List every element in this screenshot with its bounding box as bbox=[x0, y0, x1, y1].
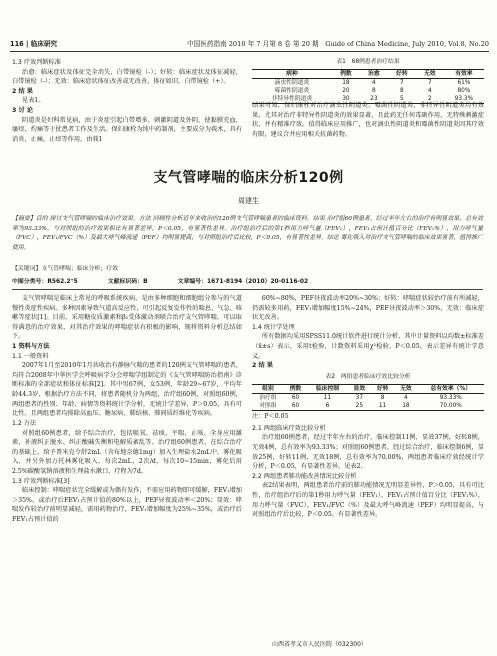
body-left-column bbox=[12, 294, 242, 640]
paragraph: 临床控制：哮喘症状完全缓解或为偶有发作，不需应用药物即可缓解，FEV₁增加＞35%，或治疗后FEV₁占预计值的80%以上，PEF昼夜波动率＜20%；显效：哮喘发作较治疗前明显减轻，需用药物治疗，FEV₁增加幅度为25%~35%，或治疗后FEV₁占预计值的 bbox=[12, 487, 242, 524]
table1-cell: 30 bbox=[342, 96, 350, 103]
table2-cell: 60 bbox=[291, 394, 300, 401]
table2-header-cell: 临床控制 bbox=[315, 385, 340, 392]
abstract-divider bbox=[12, 289, 483, 290]
doc-code: 文献标识码：B bbox=[107, 279, 148, 285]
paragraph: 所有数据均采用SPSS11.0统计软件进行统计分析，其中计量资料以均数±标准差（x̄±s）表示，采用t检验，计数资料采用χ²检验，P＜0.05，表示差异有统计学意义。 bbox=[252, 333, 484, 360]
table2-cell: 治疗组 bbox=[259, 394, 277, 401]
table1-header-cell: 治愈 bbox=[368, 70, 380, 77]
section-heading: 2 结 果 bbox=[252, 362, 273, 370]
table2-cell: 对照组 bbox=[259, 403, 277, 410]
subsection-heading: 1.4 统计学处理 bbox=[252, 323, 295, 331]
table1-header-cell: 病种 bbox=[286, 70, 298, 77]
table1-cell: 霉菌性阴道炎 bbox=[274, 88, 310, 95]
subsection-heading: 2.2 两组患者肺功能改善情况比较分析 bbox=[252, 472, 357, 480]
table2-row bbox=[252, 402, 484, 411]
clc-number: 中图分类号：R562.2⁺5 bbox=[12, 279, 78, 285]
table1-block bbox=[252, 58, 484, 104]
subsection-heading: 1.2 方法 bbox=[12, 419, 37, 427]
article-title: 支气管哮喘的临床分析120例 bbox=[153, 170, 344, 186]
table1-cell: 2 bbox=[427, 96, 432, 103]
table2-title: 表2 两组患者临床疗效比较分析 bbox=[325, 373, 411, 380]
table1-cell: 80% bbox=[457, 88, 471, 95]
running-header bbox=[10, 40, 489, 52]
body-right-column bbox=[252, 294, 484, 634]
table2-cell: 25 bbox=[355, 403, 364, 410]
table1-cell: 61% bbox=[457, 80, 471, 87]
paragraph: 2007年1月至2010年1月共收治有静脉气喘的患者的120例支气管哮喘的患者，均符合2008年中华医学会呼吸病学分会哮喘学组制定的《支气管哮喘防治指南》诊断标准的全部症状和体征标准[2]。其中男67例，女53例，年龄29~67岁，平均年龄44.3岁，根据治疗方法不同，将患者随机分为两组，治疗组60例，对照组60例，两组患者的性别、年龄、病情等资料统计学分析，无统计学差异，P＞0.05，具有可比性。且两组患者均排除高血压、糖尿病、肺结核、肺间质纤维化等疾病。 bbox=[12, 362, 242, 418]
paragraph: 治疗组60例患者，经过半年左右的治疗，临床控制11例，显效37例，好转8例，无效4例，总有效率为93.33%；对照组60例患者，经过综合治疗，临床控制6例，显效25例，好转11例，无效18例，总有效率为70.00%，两组患者临床疗效经统计学分析，P＜0.05，有显著性差异，见表2。 bbox=[252, 434, 484, 471]
table1-cell: 5 bbox=[399, 96, 404, 103]
subsection-heading: 1.1 一般资料 bbox=[12, 352, 49, 360]
table1-header-cell: 无效 bbox=[423, 70, 436, 77]
table2-header-cell: 好转 bbox=[376, 385, 389, 392]
top-left-line: 3 讨 论 bbox=[12, 107, 33, 115]
paragraph: 60%~80%，PEF昼夜波动率20%~30%；好转：哮喘症状较治疗前有所减轻，仍需较多用药，FEV₁增加幅度15%~24%，PEF昼夜波动率＞30%，无效：临床症状无改善。 bbox=[252, 295, 484, 322]
table1 bbox=[252, 69, 484, 104]
table1-row bbox=[252, 79, 484, 88]
table2-cell: 70.00% bbox=[439, 403, 462, 410]
table2-cell: 60 bbox=[291, 403, 300, 410]
top-right-text: 结果可知，保妇康栓对治疗滴虫性阴道炎、霉菌性阴道炎、非特异性阴道炎均有效果，尤其对治疗非特异性阴道炎的效果显著，且此药无任何毒副作用，无特殊刺激症状，并有精准疗效。值得临床应用推广，也对滴虫性阴道炎和霉菌性阴道炎因其疗效有限，建议合并应用相关抗菌药物。 bbox=[252, 102, 484, 138]
table2-cell: 37 bbox=[355, 394, 364, 401]
top-left-line: 见表1。 bbox=[21, 97, 45, 105]
table1-header-cell: 例数 bbox=[340, 70, 352, 77]
table1-cell: 7 bbox=[427, 80, 432, 87]
section-heading: 1 资料与方法 bbox=[12, 343, 50, 351]
table1-cell: 8 bbox=[372, 88, 376, 95]
table1-row bbox=[252, 87, 484, 95]
table1-cell: 18 bbox=[342, 80, 350, 87]
paragraph: 表2结果表明，两组患者治疗前的肺功能情况无明显差异性，P＞0.05，具有可比性，治疗组治疗后的第1秒用力呼气量（FEV₁），FEV₁占预计值百分比（FEV₁%），用力呼气量（FVC），FEV₁/FVC（%）及最大呼气峰流速（PEF）均明显提高，与对照组治疗后比较，P＜0.05，有显著性差异。 bbox=[252, 482, 484, 519]
top-left-line: 治愈：临床症状及体征完全消失，白带镜检（-）；好转：临床症状及体征减轻，白带镜检（-）；无效：临床症状体征改善或无改善，体征如旧，白带镜检（+）。 bbox=[12, 68, 242, 86]
table1-cell: 非特异性阴道炎 bbox=[271, 96, 313, 103]
page-section: 116 | 临床研究 bbox=[10, 39, 58, 48]
table1-cell: 20 bbox=[342, 88, 350, 95]
table2-cell: 11 bbox=[323, 394, 332, 401]
journal-info: 中国医药指南 2010 年 7 月第 8 卷 第 20 期 Guide of China Medicine, July 2010, Vol.8, No.20 bbox=[187, 39, 489, 48]
table1-header-cell: 好转 bbox=[396, 70, 408, 77]
table2-cell: 11 bbox=[378, 403, 387, 410]
table2-cell: 6 bbox=[325, 403, 330, 410]
table1-cell: 4 bbox=[372, 80, 376, 87]
table2-cell: 4 bbox=[404, 394, 408, 401]
table2-header-cell: 例数 bbox=[289, 385, 302, 392]
affiliation-footer: 山西省孝义市人民医院（032300） bbox=[272, 641, 367, 648]
table1-cell: 8 bbox=[399, 88, 404, 95]
table2-row bbox=[252, 393, 484, 402]
top-left-line: 阴道炎是妇科常见病，由于炎症引起白带增多，刺激阴道及外阴，使黏膜充血，瘙痒，灼痛等于扰患者工作及生活。保妇康栓为纯中药制剂，主要成分为莪术，具有消炎，止痛，止痒等作用，由莪1 bbox=[12, 116, 242, 143]
table2-header-cell: 总有效率（%） bbox=[430, 385, 472, 392]
table2-cell: 8 bbox=[380, 394, 385, 401]
subsection-heading: 1.3 疗效判断标准[3] bbox=[12, 477, 70, 485]
table1-cell: 93.3% bbox=[454, 96, 474, 103]
subsection-heading: 2.1 两组临床疗效比较分析 bbox=[252, 424, 326, 432]
article-author: 周建生 bbox=[238, 197, 259, 205]
table1-cell: 4 bbox=[427, 88, 432, 95]
table2 bbox=[252, 384, 484, 411]
top-left-line: 2 结 果 bbox=[12, 87, 33, 95]
paragraph: 支气管哮喘是临床上常见的呼吸系统疾病，是由多种细胞和细胞组分参与的气道慢性炎症性疾病。多种因素导致气道高反应性，可引起反复发作性的喘息、气急、咳嗽等症状[1]。目前，采用糖皮质激素和β₂受体激动剂联合治疗支气管哮喘，可以取得满意的治疗效果，对其治疗效果的哮喘症状有积极的影响，现将资料分析总结如下。 bbox=[12, 295, 242, 341]
table1-cell: 23 bbox=[370, 96, 378, 103]
abstract: 【摘要】目的 探讨支气管哮喘的临床治疗效果。方法 回顾性分析近年来收治的120例支气管哮喘患者的临床资料。结果 治疗组60例患者，经过半年左右的治疗有明显效果，总有效率为93.33%，与对照组的治疗效果相比有显著差异，P＜0.05，有显著性差异。治疗组治疗后的第1秒用力呼气量（FEV₁），FEV₁占预计值百分比（FEV₁%），用力呼气量（FVC），FEV₁/FVC（%）及最大呼气峰流速（PEF）均明显提高，与对照组治疗后比较，P＜0.05，有显著性差异。结论 雾化吸入对治疗支气管哮喘的临床效果显著，值得推广使用。 bbox=[12, 216, 483, 252]
table1-cell: 滴虫性阴道炎 bbox=[274, 80, 310, 87]
top-left-line: 1.3 疗效判断标准 bbox=[12, 59, 61, 66]
table2-header-cell: 组别 bbox=[262, 385, 274, 392]
paragraph: 对照组60例患者，给予综合治疗，包括吸氧、祛痰、平喘、止咳、全身应用激素、补液纠正脱水、纠正酸碱失衡和电解质紊乱等。治疗组60例患者，在综合治疗的基础上，给予普米克令舒2mL（含布地奈德1mg）加入生理盐水2mL中，雾化吸入，并另外加万托林雾化吸入，每次2mL，2次/d，每次10~15min，雾化后用2.5%碳酸氢钠溶液和生理盐水漱口，疗程为7d。 bbox=[12, 429, 242, 475]
article-number: 文章编号：1671-8194（2010）20-0116-02 bbox=[177, 279, 309, 285]
classification-line bbox=[12, 278, 483, 287]
table2-cell: 18 bbox=[402, 403, 410, 410]
table1-title: 表1 68例患者治疗结果 bbox=[336, 59, 400, 65]
table1-header-cell: 有效率 bbox=[455, 70, 473, 77]
keywords: 【关键词】支气管哮喘；临床分析；疗效 bbox=[12, 266, 119, 272]
table2-note: 注：P＜0.05 bbox=[252, 413, 289, 421]
table2-header-cell: 显效 bbox=[353, 385, 366, 392]
table2-header-cell: 无效 bbox=[400, 385, 412, 392]
top-left-column bbox=[12, 58, 242, 158]
table2-cell: 93.33% bbox=[439, 394, 462, 401]
table1-cell: 7 bbox=[399, 80, 404, 87]
